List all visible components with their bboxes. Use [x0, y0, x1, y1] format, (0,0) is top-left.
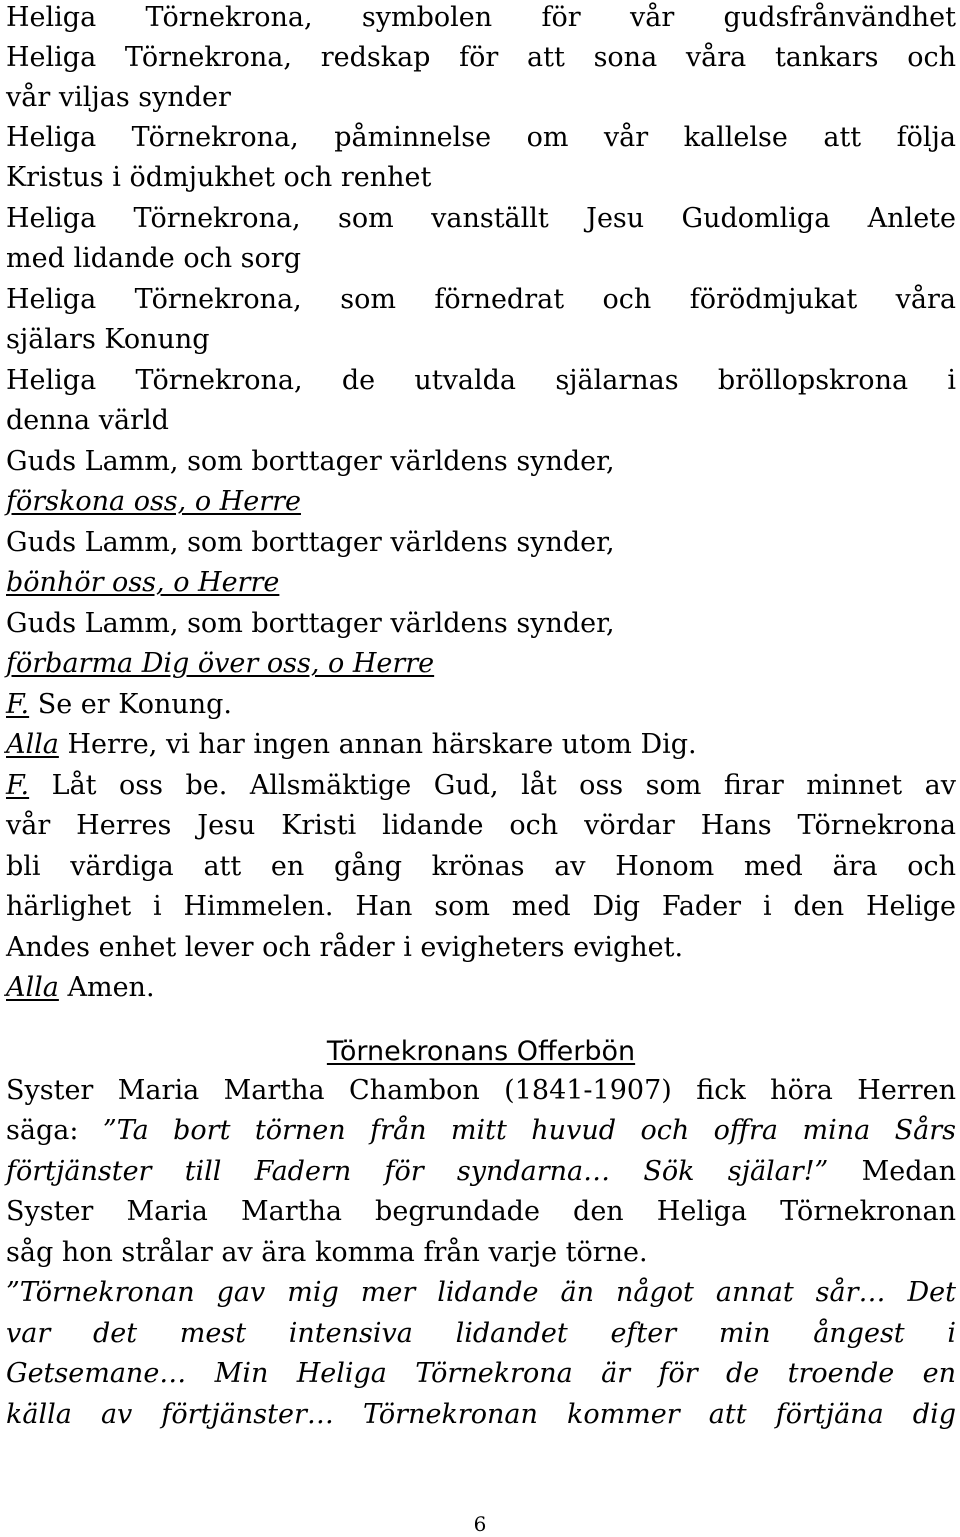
response-line — [6, 968, 956, 1008]
lamb-response: bönhör oss, o Herre — [6, 567, 280, 598]
prayer-text: Låt oss be. Allsmäktige Gud, låt oss som firar minnet av — [51, 770, 956, 801]
litany-line: med lidande och sorg — [6, 243, 301, 274]
lamb-call: Guds Lamm, som borttager världens synder, — [6, 608, 615, 639]
litany-line: Heliga Törnekrona, symbolen för vår gudsfrånvändhet — [6, 2, 956, 33]
litany-line: vår viljas synder — [6, 82, 231, 113]
litany-line: Heliga Törnekrona, som vanställt Jesu Gudomliga Anlete — [6, 203, 956, 234]
litany-line: Heliga Törnekrona, redskap för att sona våra tankars och — [6, 42, 956, 73]
quote-line: ”Törnekronan gav mig mer lidande än något annat sår… Det — [6, 1277, 956, 1308]
paragraph-text: säga: — [6, 1115, 79, 1146]
litany-line: denna värld — [6, 405, 169, 436]
lamb-call: Guds Lamm, som borttager världens synder, — [6, 446, 615, 477]
section-heading — [6, 1032, 956, 1072]
alla-label: Alla — [6, 729, 59, 760]
litany-line: Heliga Törnekrona, som förnedrat och förödmjukat våra — [6, 284, 956, 315]
prayer-line — [6, 766, 956, 806]
alla-label: Alla — [6, 972, 59, 1003]
litany-line: Heliga Törnekrona, de utvalda själarnas bröllopskrona i — [6, 365, 956, 396]
litany-line: Heliga Törnekrona, påminnelse om vår kallelse att följa — [6, 122, 956, 153]
quote-line: var det mest intensiva lidandet efter min ångest i — [6, 1318, 956, 1349]
versicle-line — [6, 685, 956, 725]
prayer-line: Andes enhet lever och råder i evigheters evighet. — [6, 932, 684, 963]
versicle-text: Se er Konung. — [37, 689, 232, 720]
section-title: Törnekronans Offerbön — [326, 1036, 636, 1067]
f-label: F. — [6, 689, 30, 720]
paragraph-line — [6, 1152, 956, 1192]
response-line — [6, 725, 956, 765]
paragraph-line: Syster Maria Martha begrundade den Heliga Törnekronan — [6, 1196, 956, 1227]
lamb-response: förbarma Dig över oss, o Herre — [6, 648, 435, 679]
quote-line: källa av förtjänster… Törnekronan kommer att förtjäna dig — [6, 1399, 956, 1430]
litany-line: själars Konung — [6, 324, 210, 355]
prayer-line: vår Herres Jesu Kristi lidande och vördar Hans Törnekrona — [6, 810, 956, 841]
litany-line: Kristus i ödmjukhet och renhet — [6, 162, 432, 193]
lamb-response: förskona oss, o Herre — [6, 486, 301, 517]
response-text: Herre, vi har ingen annan härskare utom Dig. — [67, 729, 697, 760]
prayer-line: härlighet i Himmelen. Han som med Dig Fader i den Helige — [6, 891, 956, 922]
quote-text: förtjänster till Fadern för syndarna… Sök själar!” — [6, 1156, 829, 1187]
quote-text: ”Ta bort törnen från mitt huvud och offra mina Sårs — [102, 1115, 956, 1146]
f-label: F. — [6, 770, 30, 801]
paragraph-text: Medan — [861, 1156, 957, 1187]
quote-line: Getsemane… Min Heliga Törnekrona är för de troende en — [6, 1358, 956, 1389]
paragraph-line: Syster Maria Martha Chambon (1841-1907) fick höra Herren — [6, 1075, 956, 1106]
paragraph-line — [6, 1111, 956, 1151]
paragraph-line: såg hon strålar av ära komma från varje törne. — [6, 1237, 648, 1268]
lamb-call: Guds Lamm, som borttager världens synder, — [6, 527, 615, 558]
prayer-line: bli värdiga att en gång krönas av Honom med ära och — [6, 851, 956, 882]
response-text: Amen. — [67, 972, 155, 1003]
page-number: 6 — [473, 1512, 487, 1536]
